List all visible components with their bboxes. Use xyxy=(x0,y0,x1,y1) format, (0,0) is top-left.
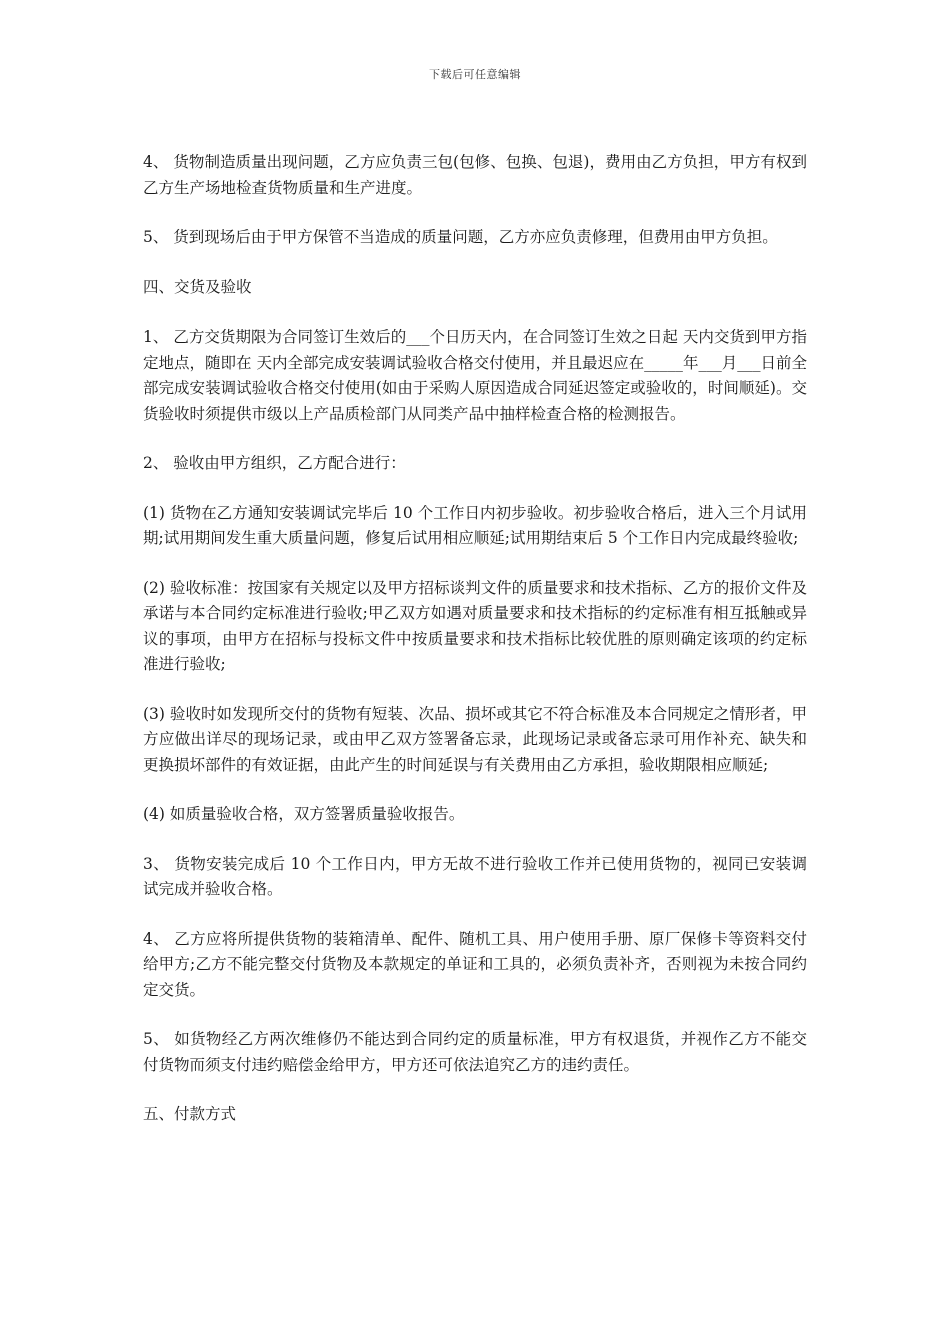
clause-2-acceptance: 2、 验收由甲方组织，乙方配合进行： xyxy=(143,454,406,472)
subclause-1-initial-acceptance: (1) 货物在乙方通知安装调试完毕后 10 个工作日内初步验收。初步验收合格后，进入三个月试用期;试用期间发生重大质量问题，修复后试用相应顺延;试用期结束后 5 个工作日内完成最终验收; xyxy=(143,503,807,547)
clause-4-quality: 4、 货物制造质量出现问题，乙方应负责三包(包修、包换、包退)，费用由乙方负担，甲方有权到乙方生产场地检查货物质量和生产进度。 xyxy=(143,153,807,197)
subclause-4-acceptance-report: (4) 如质量验收合格，双方签署质量验收报告。 xyxy=(143,805,465,823)
clause-5-return: 5、 如货物经乙方两次维修仍不能达到合同约定的质量标准，甲方有权退货，并视作乙方不能交付货物而须支付违约赔偿金给甲方，甲方还可依法追究乙方的违约责任。 xyxy=(143,1030,807,1074)
clause-5-storage: 5、 货到现场后由于甲方保管不当造成的质量问题，乙方亦应负责修理，但费用由甲方负担。 xyxy=(143,228,778,246)
clause-3-deemed-acceptance: 3、 货物安装完成后 10 个工作日内，甲方无故不进行验收工作并已使用货物的，视同已安装调试完成并验收合格。 xyxy=(143,854,807,898)
clause-4-documents: 4、 乙方应将所提供货物的装箱清单、配件、随机工具、用户使用手册、原厂保修卡等资料交付给甲方;乙方不能完整交付货物及本款规定的单证和工具的，必须负责补齐，否则视为未按合同约定交货。 xyxy=(143,929,807,999)
section-heading-delivery: 四、交货及验收 xyxy=(143,277,252,296)
document-body xyxy=(143,150,807,1153)
subclause-2-acceptance-standard: (2) 验收标准：按国家有关规定以及甲方招标谈判文件的质量要求和技术指标、乙方的报价文件及承诺与本合同约定标准进行验收;甲乙双方如遇对质量要求和技术指标的约定标准有相互抵触或异议的事项，由甲方在招标与投标文件中按质量要求和技术指标比较优胜的原则确定该项的约定标准进行验收; xyxy=(143,578,807,673)
page-header: 下载后可任意编辑 xyxy=(429,68,521,81)
subclause-3-defects: (3) 验收时如发现所交付的货物有短装、次品、损坏或其它不符合标准及本合同规定之情形者，甲方应做出详尽的现场记录，或由甲乙双方签署备忘录，此现场记录或备忘录可用作补充、缺失和更换损坏部件的有效证据，由此产生的时间延误与有关费用由乙方承担，验收期限相应顺延; xyxy=(143,704,807,774)
section-heading-payment: 五、付款方式 xyxy=(143,1105,237,1123)
clause-1-delivery-term: 1、 乙方交货期限为合同签订生效后的___个日历天内，在合同签订生效之日起 天内交货到甲方指定地点，随即在 天内全部完成安装调试验收合格交付使用，并且最迟应在_____年___月___日前全部完成安装调试验收合格交付使用(如由于采购人原因造成合同延迟签定或验收的，时间顺延)。交货验收时须提供市级以上产品质检部门从同类产品中抽样检查合格的检测报告。 xyxy=(143,328,807,423)
